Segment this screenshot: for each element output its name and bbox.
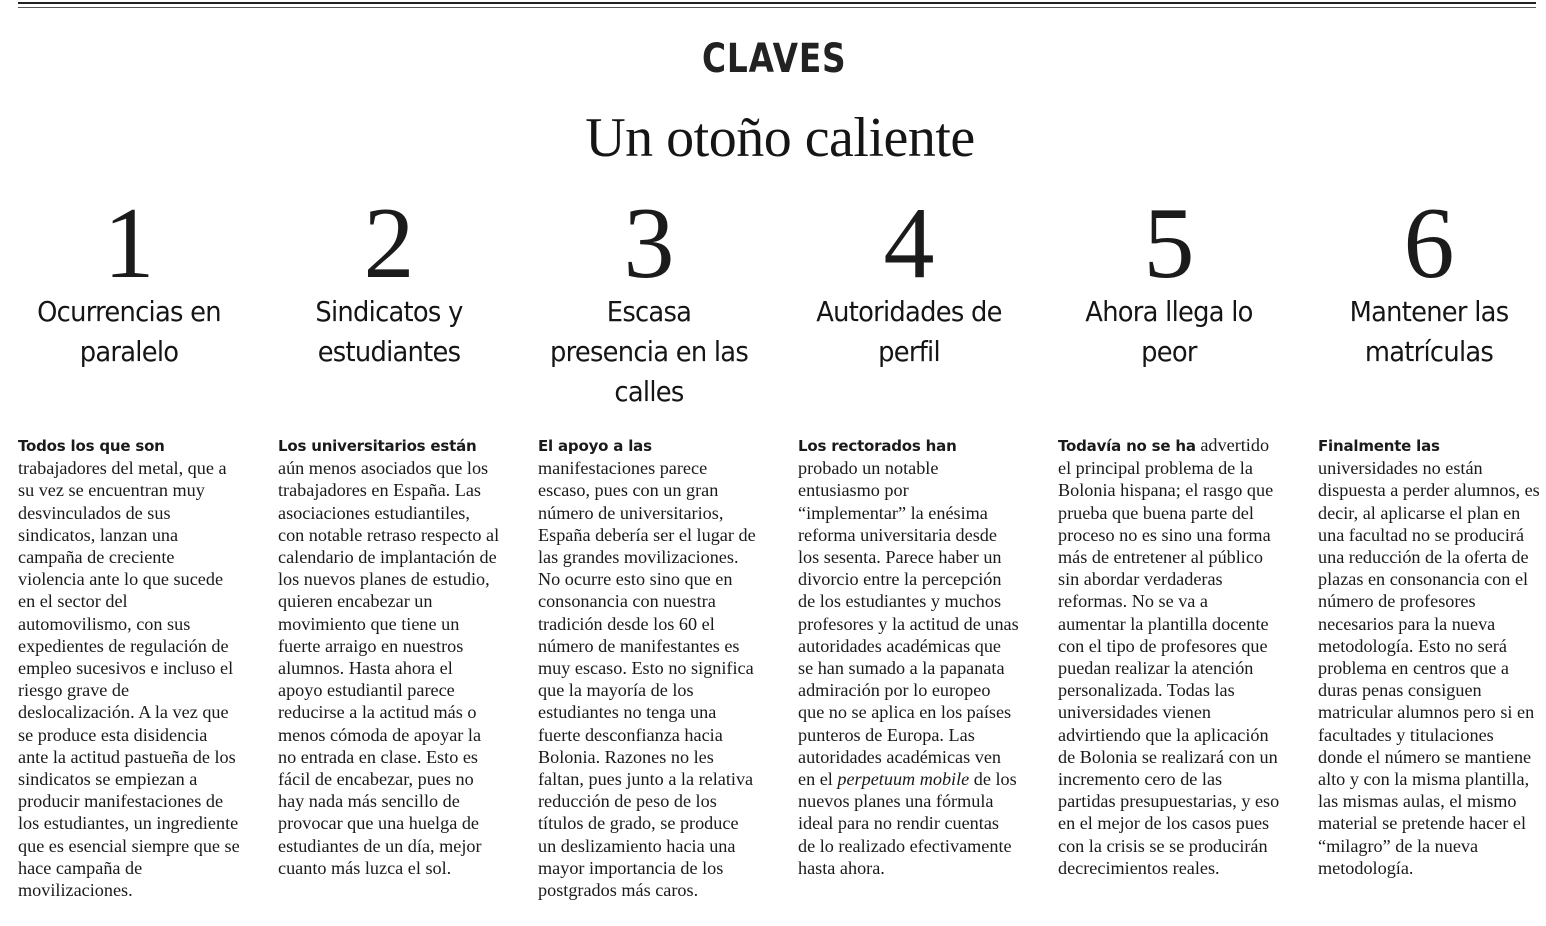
key-number: 5 <box>1143 187 1195 300</box>
key-italic: perpetuum mobile <box>837 769 970 790</box>
key-title: Escasa presencia en las calles <box>549 295 749 408</box>
key-title: Ocurrencias en paralelo <box>37 295 221 368</box>
top-rule-thin <box>18 7 1536 8</box>
key-lead: Todos los que son <box>18 437 165 455</box>
key-number: 1 <box>103 187 155 300</box>
key-point-6 <box>1318 187 1540 878</box>
key-point-1 <box>18 187 240 901</box>
key-point-4 <box>798 187 1020 878</box>
key-title: Mantener las matrículas <box>1349 295 1509 368</box>
key-body <box>798 434 1020 879</box>
key-body <box>1318 434 1540 879</box>
key-lead: Finalmente las <box>1318 437 1440 455</box>
key-text: universidades no están dispuesta a perder alumnos, es decir, al aplicarse el plan en una facultad no se producirá una reducción de la oferta de plazas en consonancia con el número de profesores necesarios para la nueva metodología. Esto no será problema en centros que a duras penas consiguen matricular alumnos pero si en facultades y titulaciones donde el número se mantiene alto y con la misma plantilla, las mismas aulas, el mismo material se pretende hacer el “milagro” de la nueva metodología. <box>1318 458 1540 878</box>
key-text: probado un notable entusiasmo por “implementar” la enésima reforma universitaria desde los sesenta. Parece haber un divorcio entre la percepción de los estudiantes y muchos profesores y la actitud de unas autoridades académicas que se han sumado a la papanata admiración por lo europeo que no se aplica en los países punteros de Europa. Las autoridades académicas ven en el <box>798 458 1019 790</box>
key-body <box>538 434 760 901</box>
key-title: Autoridades de perfil <box>816 295 1002 368</box>
top-rule <box>18 2 1536 4</box>
key-number: 4 <box>883 187 935 300</box>
key-text: aún menos asociados que los trabajadores en España. Las asociaciones estudiantiles, con notable retraso respecto al calendario de implantación de los nuevos planes de estudio, quieren encabezar un movimiento que tiene un fuerte arraigo en nuestros alumnos. Hasta ahora el apoyo estudiantil parece reducirse a la actitud más o menos cómoda de apoyar la no entrada en clase. Esto es fácil de encabezar, pues no hay nada más sencillo de provocar que una huelga de estudiantes de un día, mejor cuanto más luzca el sol. <box>278 458 500 878</box>
key-body <box>1058 434 1280 879</box>
key-number: 6 <box>1403 187 1455 300</box>
key-number: 2 <box>363 187 415 300</box>
key-body <box>18 434 240 901</box>
key-lead: El apoyo a las <box>538 437 652 455</box>
key-lead: Los universitarios están <box>278 437 477 455</box>
key-point-5 <box>1058 187 1280 878</box>
key-lead: Los rectorados han <box>798 437 957 455</box>
key-text: trabajadores del metal, que a su vez se encuentran muy desvinculados de sus sindicatos, lanzan una campaña de creciente violencia ante lo que sucede en el sector del automovilismo, con sus expedientes de regulación de empleo sucesivos e incluso el riesgo grave de deslocalización. A la vez que se produce esta disidencia ante la actitud pastueña de los sindicatos se empiezan a producir manifestaciones de los estudiantes, un ingrediente que es esencial siempre que se hace campaña de movilizaciones. <box>18 458 240 901</box>
key-lead: Todavía no se ha <box>1058 437 1196 455</box>
key-text: manifestaciones parece escaso, pues con un gran número de universitarios, España debería ser el lugar de las grandes movilizaciones. No ocurre esto sino que en consonancia con nuestra tradición desde los 60 el número de manifestantes es muy escaso. Esto no significa que la mayoría de los estudiantes no tenga una fuerte desconfianza hacia Bolonia. Razones no les faltan, pues junto a la relativa reducción de peso de los títulos de grado, se produce un deslizamiento hacia una mayor importancia de los postgrados más caros. <box>538 458 756 901</box>
key-text: advertido el principal problema de la Bolonia hispana; el rasgo que prueba que buena parte del proceso no es sino una forma más de entretener al público sin abordar verdaderas reformas. No se va a aumentar la plantilla docente con el tipo de profesores que puedan realizar la atención personalizada. Todas las universidades vienen advirtiendo que la aplicación de Bolonia se realizará con un incremento cero de las partidas presupuestarias, y eso en el mejor de los casos pues con la crisis se se producirán decrecimientos reales. <box>1058 435 1280 878</box>
key-text-end: de los nuevos planes una fórmula ideal para no rendir cuentas de lo realizado efectivamente hasta ahora. <box>798 769 1017 878</box>
section-kicker: CLAVES <box>702 36 847 82</box>
key-point-2 <box>278 187 500 878</box>
page-title: Un otoño caliente <box>585 107 975 169</box>
key-body <box>278 434 500 879</box>
key-title: Sindicatos y estudiantes <box>315 295 463 368</box>
key-number: 3 <box>623 187 675 300</box>
key-points <box>18 187 1540 916</box>
key-point-3 <box>538 187 760 901</box>
key-title: Ahora llega lo peor <box>1085 295 1253 368</box>
